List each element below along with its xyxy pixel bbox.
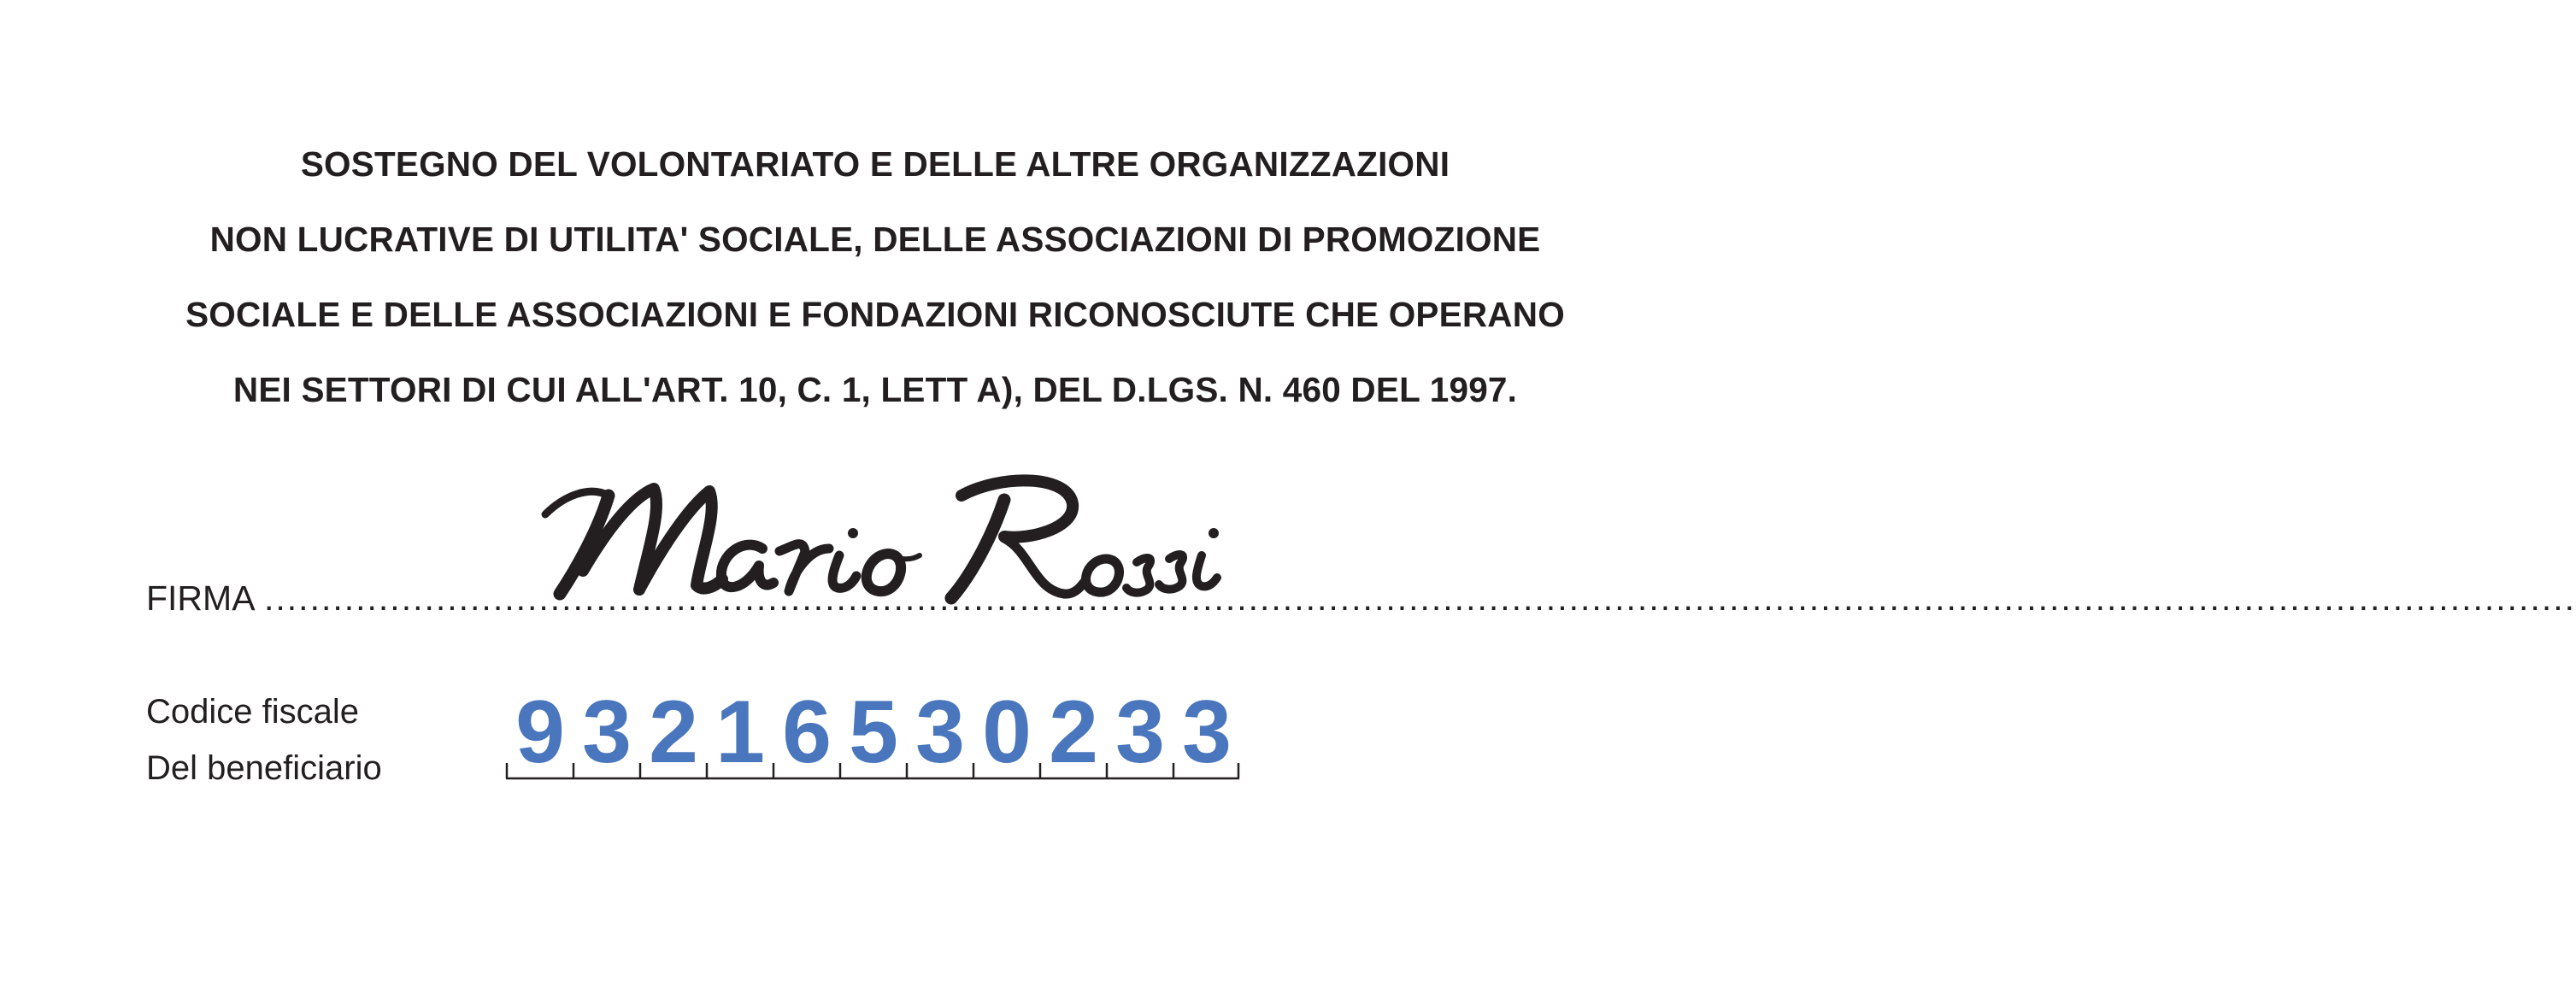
signature-label: FIRMA: [146, 578, 256, 618]
fiscal-code-digit: 5: [849, 683, 898, 782]
fiscal-code-digit: 3: [1182, 683, 1232, 782]
fiscal-code-digit: 9: [515, 683, 565, 782]
fiscal-code-label-line-1: Codice fiscale: [146, 693, 360, 731]
signature-line: [146, 572, 2576, 624]
fiscal-code-field: [506, 683, 1241, 784]
heading-line-3: SOCIALE E DELLE ASSOCIAZIONI E FONDAZIONI RICONOSCIUTE CHE OPERANO: [185, 295, 1565, 334]
fiscal-code-label-line-2: Del beneficiario: [146, 749, 382, 787]
fiscal-code-label: [146, 684, 382, 796]
heading-line-1: SOSTEGNO DEL VOLONTARIATO E DELLE ALTRE ORGANIZZAZIONI: [300, 144, 1450, 184]
fiscal-code-digit: 3: [1115, 683, 1165, 782]
fiscal-code-digit: 3: [915, 683, 965, 782]
fiscal-code-digit: 0: [982, 683, 1032, 782]
fiscal-code-digit: 2: [1049, 683, 1098, 782]
signature-dotted-line: ..........................................................................................................................................................................................................: [264, 578, 2576, 618]
form-heading: [0, 126, 1750, 427]
fiscal-code-digit: 2: [649, 683, 698, 782]
fiscal-code-digit: 6: [782, 683, 832, 782]
heading-line-2: NON LUCRATIVE DI UTILITA' SOCIALE, DELLE ASSOCIAZIONI DI PROMOZIONE: [209, 220, 1541, 259]
fiscal-code-digit: 3: [582, 683, 632, 782]
fiscal-code-digit: 1: [715, 683, 765, 782]
heading-line-4: NEI SETTORI DI CUI ALL'ART. 10, C. 1, LETT A), DEL D.LGS. N. 460 DEL 1997.: [232, 370, 1518, 409]
